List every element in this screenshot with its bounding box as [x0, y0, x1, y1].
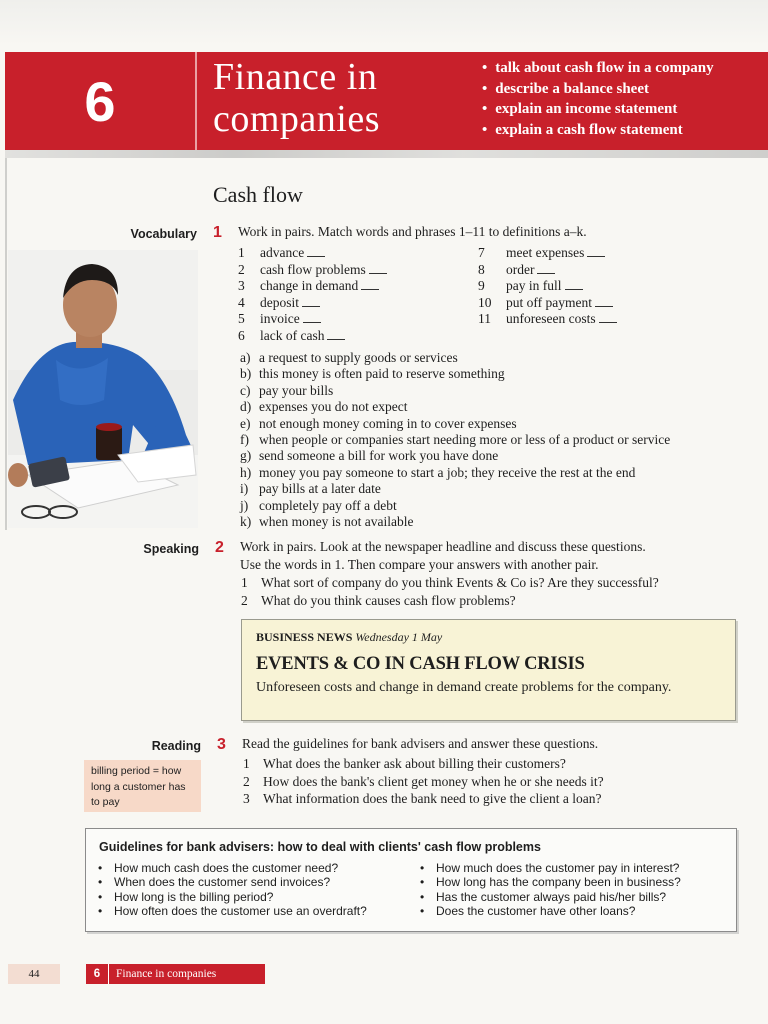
speaking-instruction: Work in pairs. Look at the newspaper headline and discuss these questions. Use the words in 1. Then compare your answers with another pair.	[240, 539, 646, 572]
guideline-item: • How long is the billing period?	[98, 890, 367, 904]
answer-blank	[565, 278, 583, 290]
objective-item: • explain an income statement	[482, 99, 714, 120]
vocabulary-label: Vocabulary	[130, 227, 197, 241]
banner-shadow	[5, 150, 768, 158]
definition-item: k) when money is not available	[240, 514, 414, 530]
news-date: Wednesday 1 May	[355, 630, 443, 644]
guideline-item: • Has the customer always paid his/her bills?	[420, 890, 681, 904]
glossary-note: billing period = how long a customer has to pay	[84, 760, 201, 812]
definition-item: i) pay bills at a later date	[240, 481, 381, 497]
word-item: 1 advance	[238, 245, 387, 262]
definition-item: e) not enough money coming in to cover expenses	[240, 415, 517, 431]
newspaper-headline-box	[241, 619, 736, 721]
definitions-list	[240, 350, 670, 530]
objective-item: • talk about cash flow in a company	[482, 58, 714, 79]
definition-item: g) send someone a bill for work you have done	[240, 448, 499, 464]
chapter-number: 6	[84, 69, 116, 133]
guideline-item: • When does the customer send invoices?	[98, 875, 367, 889]
word-item: 4 deposit	[238, 295, 387, 312]
definition-item: a) a request to supply goods or services	[240, 350, 458, 365]
guideline-item: • How much cash does the customer need?	[98, 861, 367, 875]
guidelines-box	[85, 828, 737, 932]
news-subhead: Unforeseen costs and change in demand create problems for the company.	[256, 680, 672, 695]
objective-item: • describe a balance sheet	[482, 79, 714, 100]
exercise-number-3: 3	[217, 736, 226, 753]
definition-item: c) pay your bills	[240, 382, 334, 398]
reading-questions	[243, 755, 604, 808]
guidelines-right-column	[420, 861, 681, 919]
objective-item: • explain a cash flow statement	[482, 120, 714, 141]
word-item: 11 unforeseen costs	[478, 311, 617, 328]
reading-label: Reading	[151, 739, 201, 753]
word-item: 2 cash flow problems	[238, 262, 387, 279]
question-item: 1 What does the banker ask about billing their customers?	[243, 756, 566, 771]
word-list-right	[478, 245, 617, 328]
exercise-number-2: 2	[215, 539, 224, 556]
word-item: 3 change in demand	[238, 278, 387, 295]
word-item: 9 pay in full	[478, 278, 617, 295]
exercise-number-1: 1	[213, 224, 222, 241]
question-item: 1 What sort of company do you think Events & Co is? Are they successful?	[241, 575, 659, 590]
page-number: 44	[8, 964, 60, 984]
answer-blank	[303, 311, 321, 323]
chapter-objectives	[482, 58, 714, 140]
guideline-item: • How long has the company been in business?	[420, 875, 681, 889]
footer-unit-number: 6	[86, 964, 109, 984]
news-kicker: BUSINESS NEWS Wednesday 1 May	[256, 630, 443, 644]
answer-blank	[361, 278, 379, 290]
footer-unit-tab	[86, 964, 265, 984]
answer-blank	[537, 262, 555, 274]
word-item: 8 order	[478, 262, 617, 279]
answer-blank	[327, 328, 345, 340]
question-item: 2 How does the bank's client get money when he or she needs it?	[243, 773, 604, 789]
answer-blank	[595, 295, 613, 307]
word-item: 7 meet expenses	[478, 245, 617, 262]
speaking-label: Speaking	[143, 542, 199, 556]
guideline-item: • How often does the customer use an overdraft?	[98, 904, 367, 918]
answer-blank	[599, 311, 617, 323]
word-list-left	[238, 245, 387, 344]
news-headline: EVENTS & CO IN CASH FLOW CRISIS	[256, 654, 585, 674]
section-title: Cash flow	[213, 182, 303, 207]
vocabulary-instruction: Work in pairs. Match words and phrases 1–11 to definitions a–k.	[238, 224, 587, 239]
chapter-title-line1: Finance in	[213, 56, 378, 98]
question-item: 3 What information does the bank need to give the client a loan?	[243, 791, 602, 806]
answer-blank	[307, 245, 325, 257]
definition-item: f) when people or companies start needing more or less of a product or service	[240, 432, 671, 448]
guidelines-left-column	[98, 861, 367, 919]
guideline-item: • How much does the customer pay in interest?	[420, 861, 681, 875]
definition-item: b) this money is often paid to reserve something	[240, 366, 505, 382]
word-item: 10 put off payment	[478, 295, 617, 312]
businessman-illustration	[8, 250, 198, 528]
answer-blank	[369, 262, 387, 274]
guideline-item: • Does the customer have other loans?	[420, 904, 681, 918]
word-item: 6 lack of cash	[238, 328, 387, 345]
answer-blank	[587, 245, 605, 257]
question-item: 2 What do you think causes cash flow problems?	[241, 592, 516, 608]
chapter-title-line2: companies	[213, 98, 381, 140]
guidelines-title: Guidelines for bank advisers: how to deal with clients' cash flow problems	[99, 840, 541, 854]
banner-divider	[195, 52, 197, 150]
word-item: 5 invoice	[238, 311, 387, 328]
chapter-title	[213, 56, 380, 140]
answer-blank	[302, 295, 320, 307]
definition-item: j) completely pay off a debt	[240, 497, 397, 513]
definition-item: d) expenses you do not expect	[240, 399, 408, 415]
speaking-questions	[241, 574, 659, 609]
footer-unit-title: Finance in companies	[116, 968, 217, 980]
margin-rule	[5, 158, 7, 530]
definition-item: h) money you pay someone to start a job; they receive the rest at the end	[240, 464, 636, 480]
reading-instruction: Read the guidelines for bank advisers and answer these questions.	[242, 736, 599, 751]
businessman-photo	[8, 250, 198, 528]
